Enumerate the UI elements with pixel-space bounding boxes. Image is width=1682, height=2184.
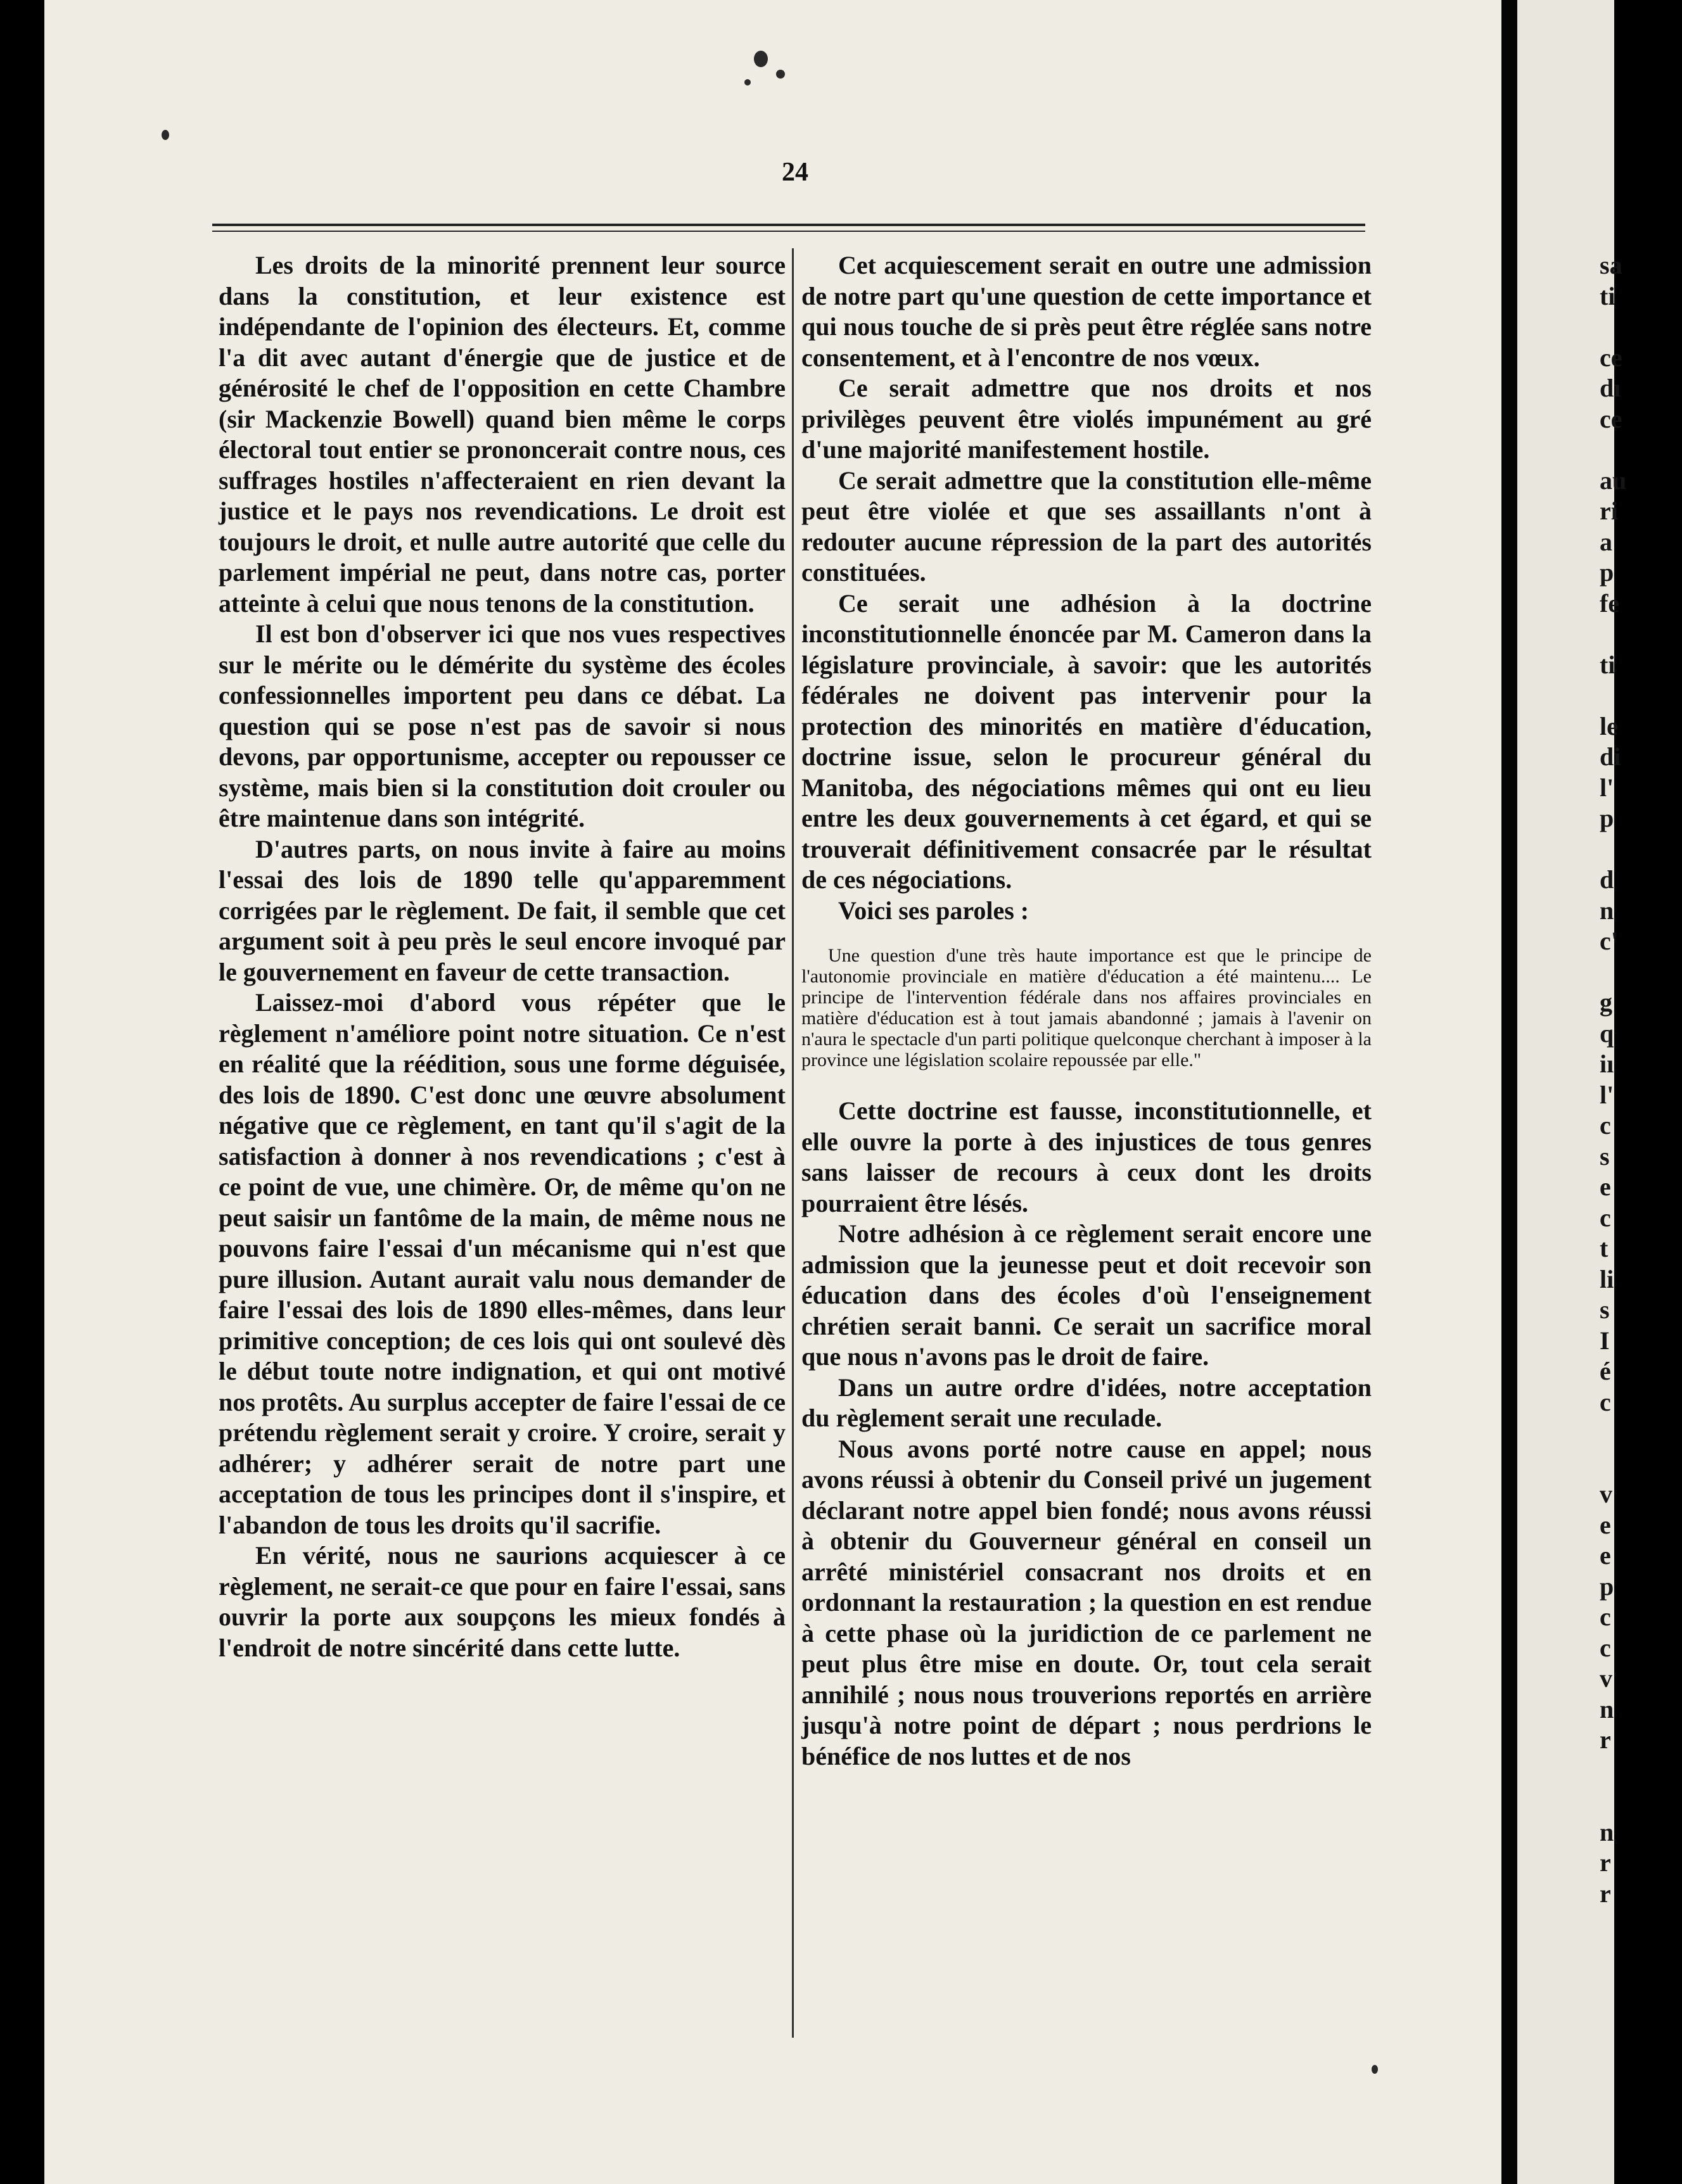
fragment-line: iı [1600, 1050, 1614, 1078]
fragment-line [1600, 1418, 1682, 1449]
fragment-line: e [1600, 1510, 1611, 1539]
fragment-line: c' [1600, 927, 1618, 955]
fragment-line: dı [1600, 374, 1621, 402]
paragraph: En vérité, nous ne saurions acquiescer à ce règlement, ne serait-ce que pour en faire l'essai, sans ouvrir la porte aux soupçons les mieux fondés à l'endroit de notre sincérité dans cette lutte. [219, 1541, 786, 1662]
fragment-line: é [1600, 1357, 1611, 1385]
fragment-line: sa [1600, 251, 1622, 279]
paragraph: Il est bon d'observer ici que nos vues respectives sur le mérite ou le démérite du système des écoles confessionnelles importent peu dans ce débat. La question qui se pose n'est pas de savoir si nous devons, par opportunisme, accepter ou repousser ce système, mais bien si la constitution doit crouler ou être maintenue dans son intégrité. [219, 619, 786, 832]
fragment-line: n [1600, 1817, 1614, 1846]
fragment-line: I [1600, 1326, 1610, 1355]
fragment-line: li [1600, 1264, 1614, 1293]
fragment-line: c [1600, 1603, 1611, 1631]
fragment-line: l' [1600, 773, 1614, 802]
paragraph: Ce serait admettre que la constitution elle-même peut être violée et que ses assaillants n'ont à redouter aucune répression de la part des autorités constituées. [801, 466, 1372, 587]
fragment-line: s [1600, 1295, 1610, 1324]
fragment-line: c [1600, 1387, 1611, 1416]
paragraph: Notre adhésion à ce règlement serait encore une admission que la jeunesse peut et doit recevoir son éducation dans des écoles d'où l'enseignement chrétien serait banni. Ce serait un sacrifice moral que nous n'avons pas le droit de faire. [801, 1219, 1372, 1371]
fragment-line: g [1600, 988, 1612, 1017]
print-speck [162, 130, 169, 140]
paragraph: D'autres parts, on nous invite à faire au moins l'essai des lois de 1890 telle qu'apparemment corrigées par le règlement. De fait, il semble que cet argument soit à peu près le seul encore invoqué par le gouvernement en faveur de cette transaction. [219, 834, 786, 986]
fragment-line: l' [1600, 1080, 1614, 1109]
fragment-line: c [1600, 1633, 1611, 1662]
paragraph: Ce serait une adhésion à la doctrine inconstitutionnelle énoncée par M. Cameron dans la législature provinciale, à savoir: que les autorités fédérales ne doivent pas intervenir pour la protection des minorités en matière d'éducation, doctrine issue, selon le procureur général du Manitoba, des négociations mêmes qui ont eu lieu entre les deux gouvernements à cet égard, et qui se trouverait définitivement consacrée par le résultat de ces négociations. [801, 588, 1372, 894]
fragment-line: ce [1600, 404, 1622, 433]
fragment-line: n [1600, 1694, 1614, 1724]
left-column [219, 250, 786, 1663]
fragment-line [1600, 1786, 1682, 1817]
page-gutter [1501, 0, 1517, 2184]
fragment-line: ti [1600, 650, 1615, 679]
fragment-line: ce [1600, 343, 1622, 372]
fragment-line: p [1600, 558, 1614, 587]
column-divider [792, 248, 794, 2038]
paragraph: Cette doctrine est fausse, inconstitutionnelle, et elle ouvre la porte à des injustices de tous genres sans laisser de recours à ceux dont les droits pourraient être lésés. [801, 1096, 1372, 1217]
fragment-line: q [1600, 1019, 1614, 1048]
print-speck [754, 51, 768, 67]
fragment-line [1600, 1449, 1682, 1480]
fragment-line: t [1600, 1234, 1609, 1262]
fragment-line: v [1600, 1664, 1612, 1692]
paragraph: Les droits de la minorité prennent leur source dans la constitution, et leur existence est indépendante de l'opinion des électeurs. Et, comme l'a dit avec autant d'énergie que de justice et de générosité le chef de l'opposition en cette Chambre (sir Mackenzie Bowell) quand bien même le corps électoral tout entier se prononcerait contre nous, ces suffrages hostiles n'affecteraient en rien devant la justice et le pays nos revendications. Le droit est toujours le droit, et nulle autre autorité que celle du parlement impérial ne peut, dans notre cas, porter atteinte à celui que nous tenons de la constitution. [219, 251, 786, 618]
header-rule [212, 224, 1365, 226]
paragraph: Voici ses paroles : [838, 896, 1029, 925]
fragment-line [1600, 312, 1682, 343]
paragraph: Dans un autre ordre d'idées, notre acceptation du règlement serait une reculade. [801, 1373, 1372, 1432]
fragment-line: fe [1600, 588, 1620, 618]
paragraph: Cet acquiescement serait en outre une admission de notre part qu'une question de cette importance et qui nous touche de si près peut être réglée sans notre consentement, et à l'encontre de nos vœux. [801, 251, 1372, 372]
fragment-line: di [1600, 742, 1621, 771]
fragment-line: e [1600, 1541, 1611, 1570]
fragment-line: au [1600, 466, 1627, 495]
fragment-line [1600, 619, 1682, 650]
fragment-line [1600, 1756, 1682, 1787]
fragment-line [1600, 834, 1682, 865]
fragment-line: n [1600, 896, 1614, 925]
fragment-line [1600, 435, 1682, 466]
fragment-line: s [1600, 1141, 1610, 1171]
block-quote: Une question d'une très haute importance est que le principe de l'autonomie provinciale en matière d'éducation a été maintenu.... Le principe de l'intervention fédérale dans nos affaires provinciales en matière d'éducation est à tout jamais abandonné ; jamais à l'avenir on n'aura le spectacle d'un parti politique quelconque cherchant à imposer à la province une législation scolaire repoussée par elle." [801, 945, 1372, 1070]
fragment-line: v [1600, 1480, 1612, 1508]
page-number: 24 [782, 158, 808, 187]
paragraph: Ce serait admettre que nos droits et nos privilèges peuvent être violés impunément au gré d'une majorité manifestement hostile. [801, 374, 1372, 464]
fragment-line: c [1600, 1111, 1611, 1140]
fragment-line: ri [1600, 497, 1618, 525]
print-speck [776, 70, 785, 79]
paragraph: Nous avons porté notre cause en appel; nous avons réussi à obtenir du Conseil privé un jugement déclarant notre appel bien fondé; nous avons réussi à obtenir du Gouverneur général en conseil un arrêté ministériel consacrant nos droits et en ordonnant la restauration ; la question en est rendue à cette phase où la juridiction de ce parlement ne peut plus être mise en doute. Or, tout cela serait annihilé ; nous nous trouverions reportés en arrière jusqu'à notre point de départ ; nous perdrions le bénéfice de nos luttes et de nos [801, 1434, 1372, 1770]
print-speck [1372, 2065, 1378, 2074]
fragment-line: p [1600, 1571, 1614, 1601]
fragment-line: r [1600, 1848, 1611, 1877]
fragment-line: ti [1600, 281, 1615, 310]
fragment-line: r [1600, 1725, 1611, 1754]
paragraph: Laissez-moi d'abord vous répéter que le règlement n'améliore point notre situation. Ce n'est en réalité que la réédition, sous une forme déguisée, des lois de 1890. C'est donc une œuvre absolument négative que ce règlement, en tant qu'il s'agit de la satisfaction à donner à nos revendications ; c'est à ce point de vue, une chimère. Or, de même qu'on ne peut saisir un fantôme de la main, de même nous ne pouvons faire l'essai d'un mécanisme qui n'est que pure illusion. Autant aurait valu nous demander de faire l'essai des lois de 1890 elles-mêmes, dans leur primitive conception; de ces lois qui ont soulevé dès le début toute notre indignation, et qui ont motivé nos protêts. Au surplus accepter de faire l'essai de ce prétendu règlement serait y croire. Y croire, serait y adhérer; y adhérer serait de notre part une acceptation de tous les principes dont il s'inspire, et l'abandon de tous les droits qu'il sacrifie. [219, 988, 786, 1539]
fragment-line: c [1600, 1203, 1611, 1232]
fragment-line [1600, 957, 1682, 988]
header-rule-thin [212, 231, 1365, 232]
right-column [801, 250, 1372, 1772]
print-speck [744, 79, 751, 86]
adjacent-page-fragments [1600, 250, 1682, 1909]
fragment-line: e [1600, 1172, 1611, 1201]
fragment-line: d [1600, 865, 1614, 894]
fragment-line [1600, 680, 1682, 711]
fragment-line: le [1600, 711, 1618, 740]
fragment-line: p [1600, 804, 1614, 832]
fragment-line: a [1600, 527, 1612, 556]
fragment-line: r [1600, 1879, 1611, 1908]
